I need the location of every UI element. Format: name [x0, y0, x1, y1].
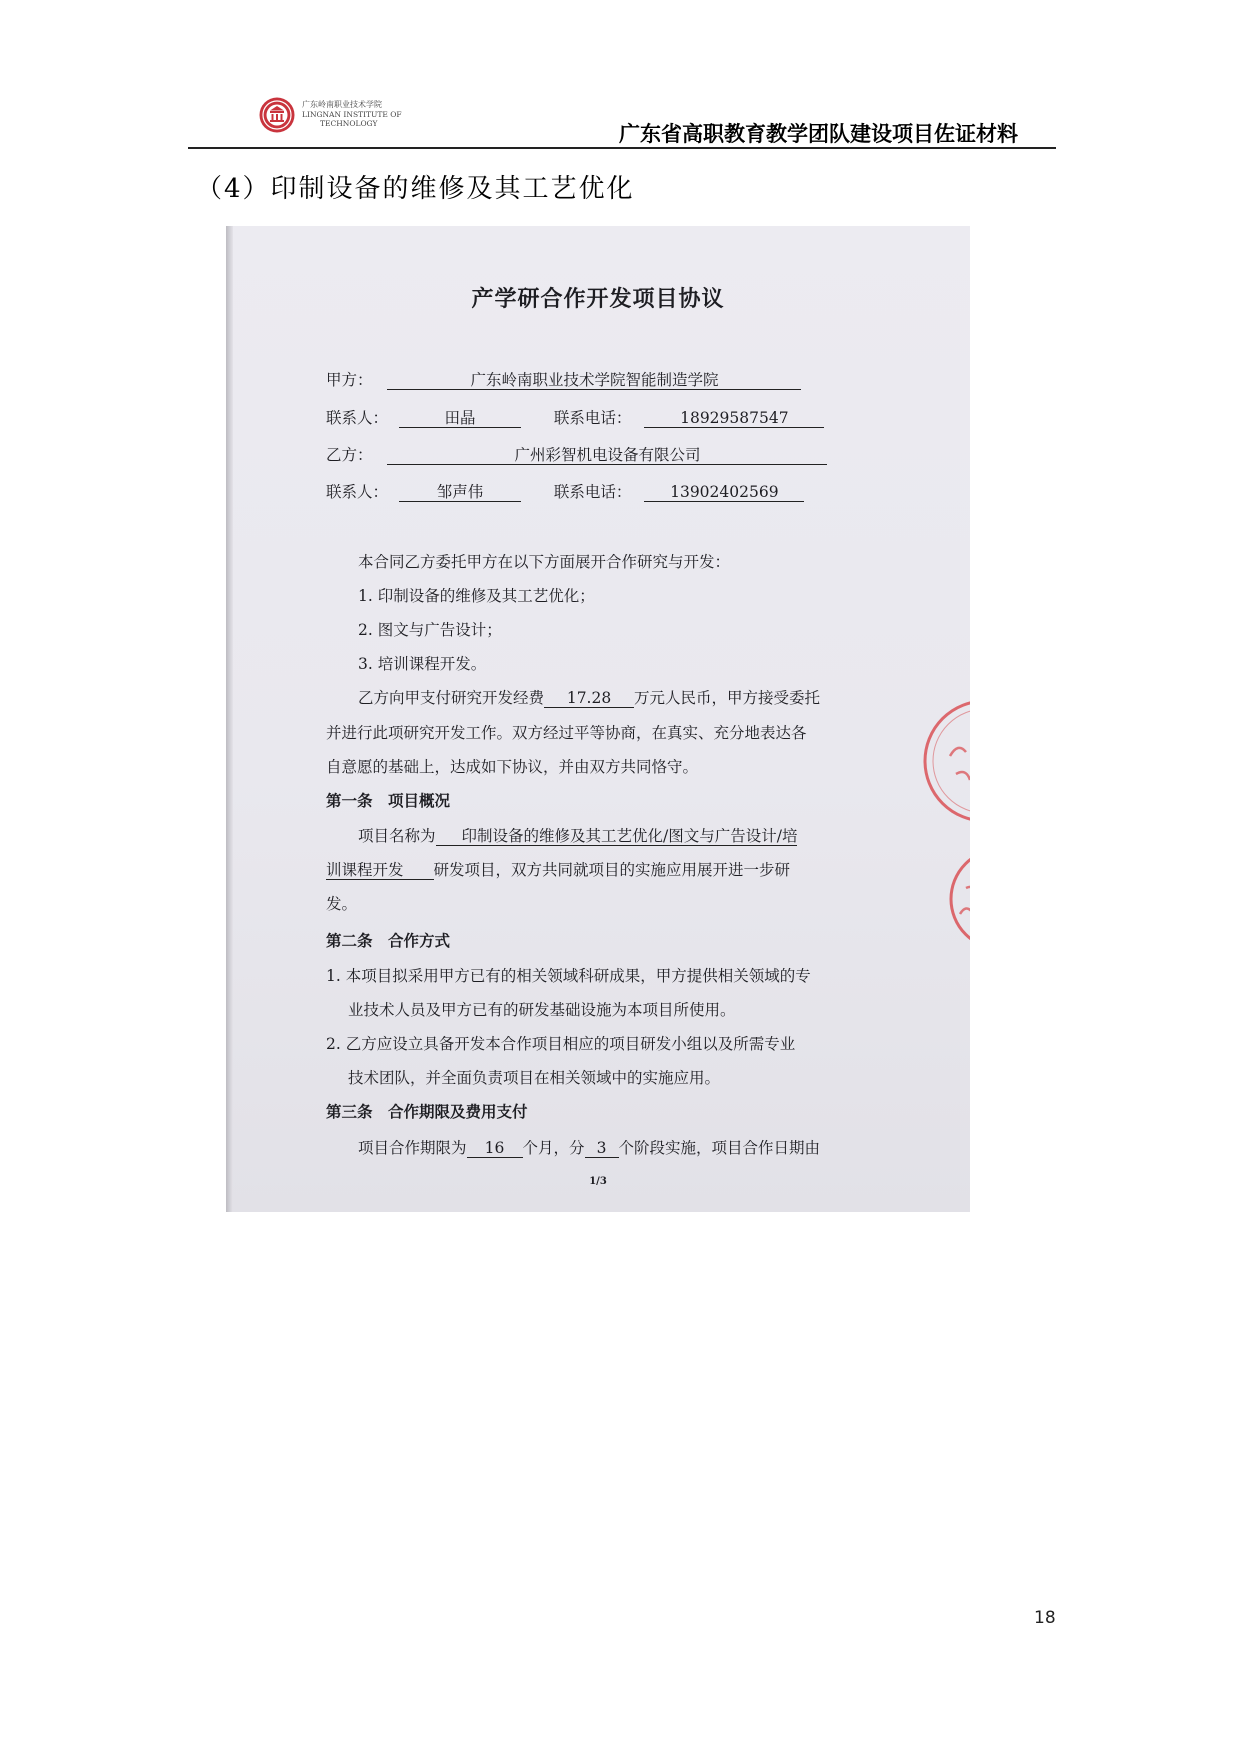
party-a-label: 甲方：	[326, 371, 373, 389]
header-title: 广东省高职教育教学团队建设项目佐证材料	[619, 122, 1018, 146]
list-item: 3. 培训课程开发。	[358, 655, 487, 673]
project-name-part-1: 印制设备的维修及其工艺优化/图文与广告设计/培	[436, 827, 798, 846]
contact-b-label: 联系人：	[326, 483, 389, 501]
contact-b-row	[326, 480, 804, 502]
page-number: 18	[1034, 1608, 1056, 1628]
article-1-line-1	[358, 824, 797, 846]
duration-months: 16	[467, 1139, 523, 1158]
intro-text: 本合同乙方委托甲方在以下方面展开合作研究与开发：	[358, 553, 731, 571]
contact-a-value: 田晶	[399, 409, 521, 428]
list-item: 1. 印制设备的维修及其工艺优化；	[358, 587, 595, 605]
project-name-part-2: 训课程开发	[326, 861, 434, 880]
article-2-item-2-line-2: 技术团队，并全面负责项目在相关领域中的实施应用。	[348, 1069, 721, 1087]
fee-line-2: 并进行此项研究开发工作。双方经过平等协商，在真实、充分地表达各	[326, 724, 807, 742]
fee-suffix: 万元人民币，甲方接受委托	[634, 689, 821, 707]
institute-seal-icon	[946, 844, 970, 954]
phone-b-value: 13902402569	[644, 483, 804, 502]
list-item: 2. 图文与广告设计；	[358, 621, 502, 639]
party-b-row	[326, 443, 827, 465]
article-1-line-2	[326, 858, 790, 880]
article-1-suffix: 研发项目，双方共同就项目的实施应用展开进一步研	[433, 861, 791, 879]
section-heading: （4）印制设备的维修及其工艺优化	[196, 174, 635, 204]
logo-chinese-name: 广东岭南职业技术学院	[302, 100, 382, 109]
contact-a-row	[326, 406, 824, 428]
institute-emblem-icon	[258, 96, 296, 134]
party-a-value: 广东岭南职业技术学院智能制造学院	[387, 371, 801, 390]
contact-a-label: 联系人：	[326, 409, 389, 427]
fee-line-3: 自意愿的基础上，达成如下协议，并由双方共同恪守。	[326, 758, 699, 776]
article-2-item-1-line-2: 业技术人员及甲方已有的研发基础设施为本项目所使用。	[348, 1001, 736, 1019]
fee-line-1	[358, 686, 820, 708]
logo-english-name	[302, 110, 402, 128]
article-1-prefix: 项目名称为	[358, 827, 436, 845]
party-a-row	[326, 368, 801, 390]
phone-a-label: 联系电话：	[553, 409, 632, 427]
article-3-middle: 个月，分	[522, 1139, 585, 1157]
stage-count: 3	[585, 1139, 619, 1158]
party-b-label: 乙方：	[326, 446, 373, 464]
agreement-photo	[226, 226, 970, 1212]
logo-english-line-2: TECHNOLOGY	[320, 119, 378, 128]
header-divider	[188, 147, 1056, 149]
article-1-line-3: 发。	[326, 895, 358, 913]
article-3-line-1	[358, 1136, 820, 1158]
article-1-heading: 第一条 项目概况	[326, 791, 451, 810]
article-2-heading: 第二条 合作方式	[326, 931, 451, 950]
party-b-value: 广州彩智机电设备有限公司	[387, 446, 827, 465]
phone-a-value: 18929587547	[644, 409, 824, 428]
company-seal-icon	[920, 696, 970, 826]
article-3-suffix: 个阶段实施，项目合作日期由	[618, 1139, 821, 1157]
fee-prefix: 乙方向甲支付研究开发经费	[358, 689, 545, 707]
fee-value: 17.28	[544, 689, 634, 708]
institute-logo	[258, 96, 414, 136]
phone-b-label: 联系电话：	[553, 483, 632, 501]
agreement-title: 产学研合作开发项目协议	[471, 286, 725, 312]
agreement-page-indicator: 1/3	[589, 1176, 607, 1187]
article-2-item-2-line-1: 2. 乙方应设立具备开发本合作项目相应的项目研发小组以及所需专业	[326, 1035, 796, 1053]
article-3-prefix: 项目合作期限为	[358, 1139, 467, 1157]
contact-b-value: 邹声伟	[399, 483, 521, 502]
article-3-heading: 第三条 合作期限及费用支付	[326, 1102, 528, 1121]
logo-english-line-1: LINGNAN INSTITUTE OF	[302, 110, 402, 119]
article-2-item-1-line-1: 1. 本项目拟采用甲方已有的相关领域科研成果，甲方提供相关领域的专	[326, 967, 811, 985]
